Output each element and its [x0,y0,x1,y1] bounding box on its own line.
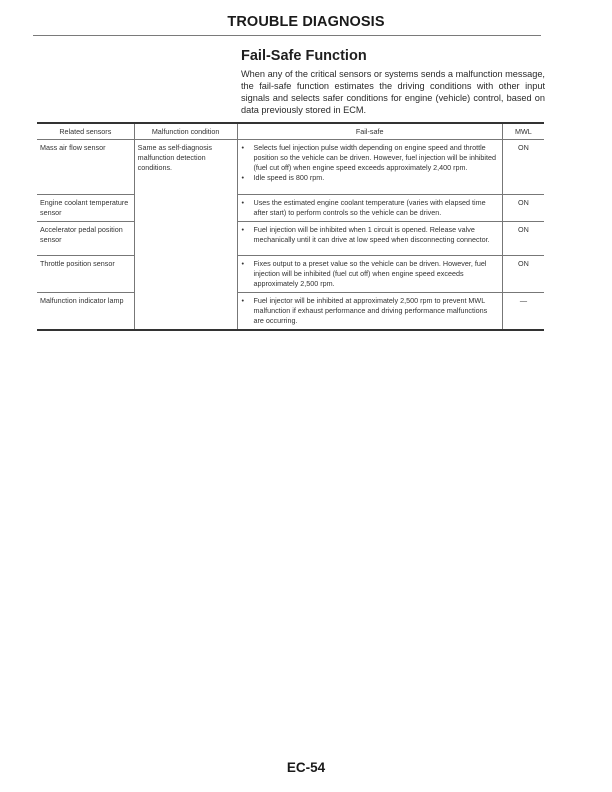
fail-safe-cell [237,195,502,222]
fail-safe-item: • Fuel injector will be inhibited at approximately 2,500 rpm to prevent MWL malfunction if exhaust performance and driving performance malfunctions are occurring. [241,296,499,326]
intro-text: When any of the critical sensors or systems sends a malfunction message, the fail-safe function estimates the driving conditions with other input signals and selects safer conditions for engine (vehicle) control, based on data previously stored in ECM. [241,69,545,115]
table-row [37,293,544,331]
fail-safe-cell [237,256,502,293]
fail-safe-cell [237,293,502,331]
fail-safe-item: • Idle speed is 800 rpm. [241,173,499,183]
sensor-cell: Malfunction indicator lamp [37,293,134,331]
intro-paragraph [241,68,545,116]
fail-safe-cell [237,222,502,256]
header-rule [33,35,541,36]
fail-safe-item: • Fuel injection will be inhibited when 1 circuit is opened. Release valve mechanically until it can drive at low speed when disconnecting connector. [241,225,499,245]
column-header-mwl: MWL [502,123,544,140]
mwl-cell: ON [502,140,544,195]
fail-safe-item: • Selects fuel injection pulse width depending on engine speed and throttle position so the vehicle can be driven. However, fuel injection will be inhibited (fuel cut off) when engine speed exceeds approximately 2,400 rpm. [241,143,499,173]
column-header-related-sensors: Related sensors [37,123,134,140]
table-row [37,222,544,256]
mwl-cell: ON [502,195,544,222]
table-row [37,195,544,222]
section-title: Fail-Safe Function [241,48,367,64]
table-row [37,140,544,195]
malfunction-condition-cell: Same as self-diagnosis malfunction detection conditions. [134,140,237,331]
sensor-cell: Engine coolant temperature sensor [37,195,134,222]
mwl-cell: ON [502,222,544,256]
sensor-cell: Mass air flow sensor [37,140,134,195]
column-header-fail-safe: Fail-safe [237,123,502,140]
page-header-title: TROUBLE DIAGNOSIS [227,14,385,30]
sensor-cell: Accelerator pedal position sensor [37,222,134,256]
column-header-malfunction-condition: Malfunction condition [134,123,237,140]
mwl-cell: — [502,293,544,331]
fail-safe-table [37,122,544,331]
fail-safe-cell [237,140,502,195]
mwl-cell: ON [502,256,544,293]
fail-safe-item: • Uses the estimated engine coolant temperature (varies with elapsed time after start) to perform controls so the vehicle can be driven. [241,198,499,218]
table-row [37,256,544,293]
table-header-row [37,123,544,140]
fail-safe-item: • Fixes output to a preset value so the vehicle can be driven. However, fuel injection will be inhibited (fuel cut off) when engine speed exceeds approximately 2,500 rpm. [241,259,499,289]
sensor-cell: Throttle position sensor [37,256,134,293]
page-number: EC-54 [286,760,326,775]
